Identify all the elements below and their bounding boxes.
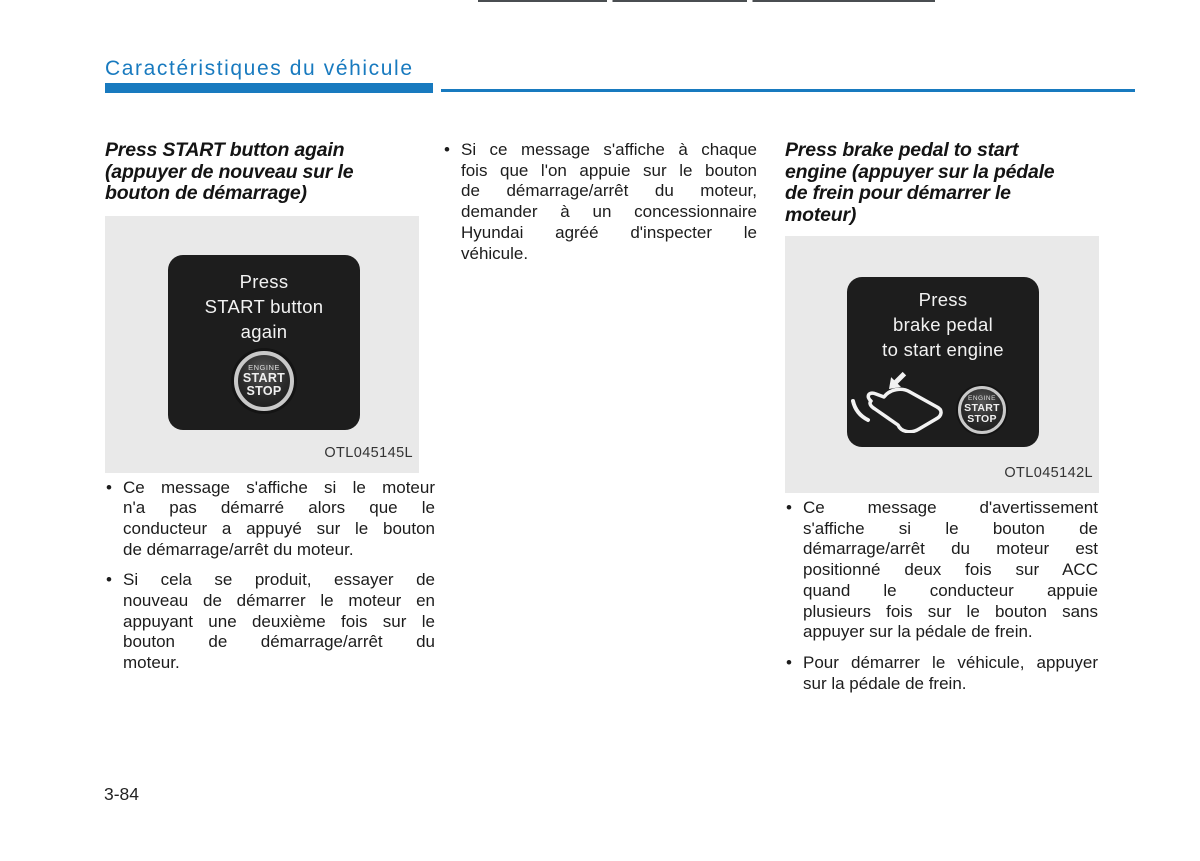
engine-button-label-top: ENGINE xyxy=(248,363,280,372)
heading-line: (appuyer de nouveau sur le xyxy=(105,160,354,183)
bullet-line: de démarrage/arrêt du moteur, xyxy=(461,181,757,201)
bullet-list xyxy=(443,140,757,264)
display-message xyxy=(168,255,360,344)
section-title: Caractéristiques du véhicule xyxy=(105,57,414,80)
column-2 xyxy=(443,140,757,264)
bullet-line: quand le conducteur appuie xyxy=(803,580,1098,600)
bullet-line: bouton de démarrage/arrêt du xyxy=(123,632,435,652)
bullet-line: Hyundai agréé d'inspecter le xyxy=(461,222,757,242)
column-1-heading xyxy=(105,140,435,205)
bullet-line: s'affiche si le bouton de xyxy=(803,518,1098,538)
bullet-line: démarrage/arrêt du moteur est xyxy=(803,539,1098,559)
bullet-line: • Si ce message s'affiche à chaque xyxy=(461,140,757,159)
column-3 xyxy=(785,140,1098,694)
bullet-line: sur la pédale de frein. xyxy=(803,673,967,693)
cluster-display xyxy=(168,255,360,430)
bullet-line: fois que l'on appuie sur le bouton xyxy=(461,160,757,180)
pedal-outline xyxy=(868,389,941,432)
engine-button-label-start: START xyxy=(964,402,1000,414)
figure-brake-pedal-message xyxy=(785,236,1099,493)
arrow-icon xyxy=(889,372,906,389)
heading-line: engine (appuyer sur la pédale xyxy=(785,160,1055,183)
page-number: 3-84 xyxy=(104,784,140,804)
bullet-line: appuyer sur la pédale de frein. xyxy=(803,622,1033,642)
bullet-line: appuyant une deuxième fois sur le xyxy=(123,611,435,631)
column-1 xyxy=(105,140,435,674)
brake-pedal-icon xyxy=(849,363,949,433)
heading-line: de frein pour démarrer le xyxy=(785,182,1011,204)
engine-start-stop-button-icon xyxy=(234,351,294,411)
figure-start-button-message xyxy=(105,216,419,473)
figure-caption: OTL045142L xyxy=(1004,465,1093,481)
bullet-item xyxy=(785,498,1098,643)
bullet-line: moteur. xyxy=(123,653,180,673)
bullet-line: • Si cela se produit, essayer de xyxy=(123,570,435,590)
bullet-line: nouveau de démarrer le moteur en xyxy=(123,591,435,611)
section-title-bar xyxy=(105,83,433,93)
bullet-item xyxy=(105,570,435,674)
display-message-line: Press xyxy=(239,270,289,292)
bullet-line: positionné deux fois sur ACC xyxy=(803,560,1098,580)
bullet-list xyxy=(105,478,435,674)
display-message xyxy=(847,277,1039,362)
display-message-line: Press xyxy=(918,289,968,310)
column-3-heading xyxy=(785,140,1098,226)
bullet-list xyxy=(785,498,1098,694)
bullet-line: n'a pas démarré alors que le xyxy=(123,498,435,518)
section-title-rule xyxy=(441,89,1135,92)
cluster-display xyxy=(847,277,1039,447)
scan-artifact-line xyxy=(478,0,935,2)
bullet-line: véhicule. xyxy=(461,243,529,263)
bullet-line: • Pour démarrer le véhicule, appuyer xyxy=(803,652,1098,672)
display-message-line: START button xyxy=(204,295,324,317)
bullet-line: • Ce message s'affiche si le moteur xyxy=(123,477,435,497)
engine-button-label-start: START xyxy=(242,371,286,385)
figure-caption: OTL045145L xyxy=(324,444,413,461)
bullet-line: plusieurs fois sur le bouton sans xyxy=(803,601,1098,621)
heading-line: bouton de démarrage) xyxy=(105,182,307,204)
bullet-item xyxy=(105,478,435,561)
bullet-line: • Ce message d'avertissement xyxy=(803,498,1098,517)
engine-button-label-stop: STOP xyxy=(967,413,997,425)
engine-start-stop-button-icon xyxy=(958,386,1006,434)
motion-arc xyxy=(853,401,868,420)
display-message-line: brake pedal xyxy=(893,314,993,335)
bullet-item xyxy=(785,653,1098,694)
bullet-line: conducteur a appuyé sur le bouton xyxy=(123,518,435,538)
heading-line: Press START button again xyxy=(105,139,345,161)
display-message-line: again xyxy=(240,320,288,342)
engine-button-label-stop: STOP xyxy=(246,384,282,398)
bullet-line: demander à un concessionnaire xyxy=(461,202,757,222)
heading-line: Press brake pedal to start xyxy=(785,139,1019,161)
bullet-line: de démarrage/arrêt du moteur. xyxy=(123,539,354,559)
display-message-line: to start engine xyxy=(882,339,1004,360)
heading-line: moteur) xyxy=(785,203,857,226)
bullet-item xyxy=(443,140,757,264)
engine-button-label-top: ENGINE xyxy=(968,395,996,402)
